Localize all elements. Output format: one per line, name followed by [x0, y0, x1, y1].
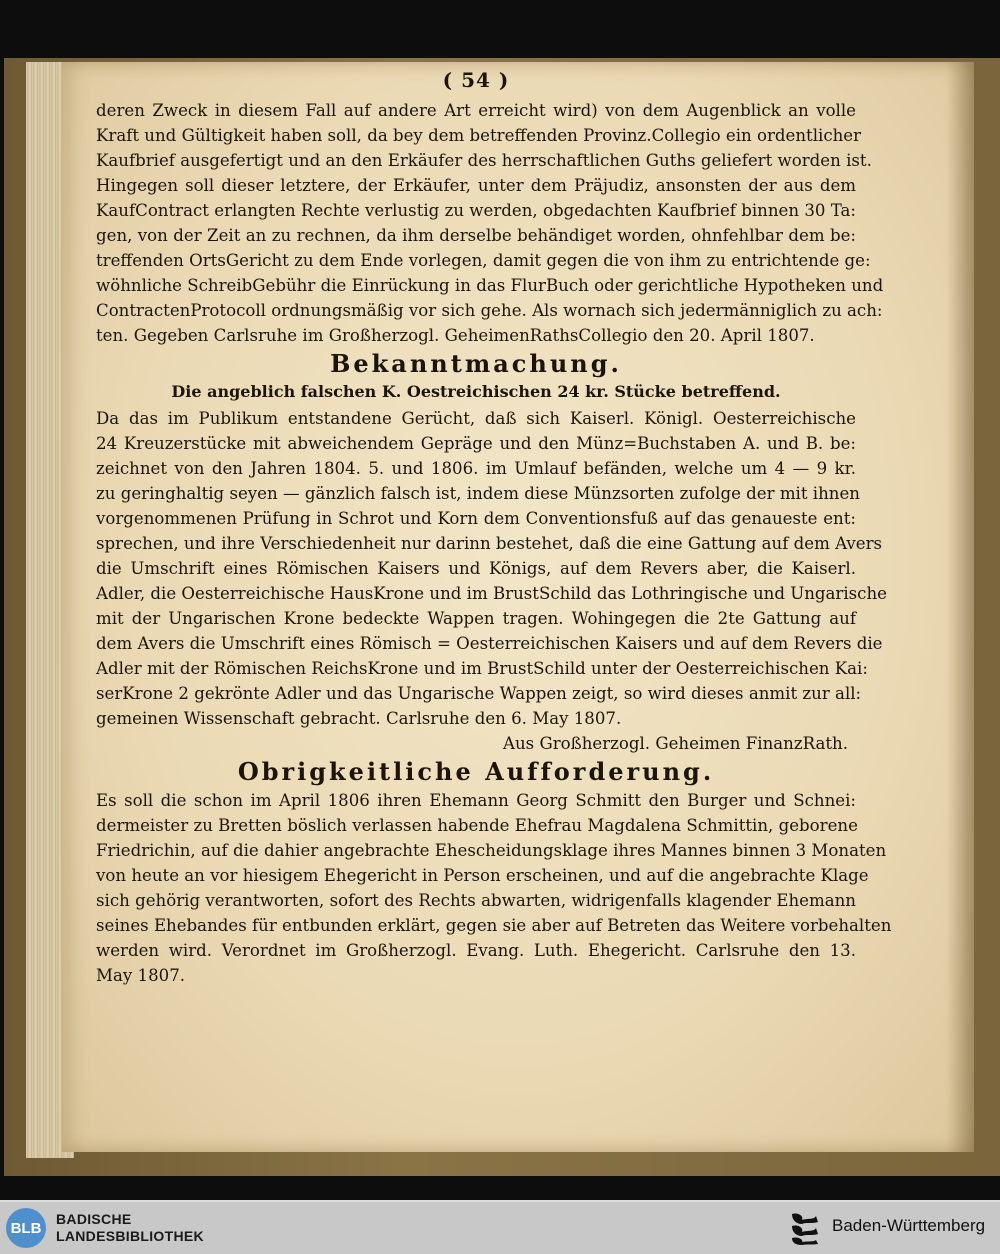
text-line: sprechen, und ihre Verschiedenheit nur darinn bestehet, daß die eine Gattung auf dem Avers	[96, 534, 883, 553]
text-line: gen, von der Zeit an zu rechnen, da ihm derselbe behändiget worden, ohnfehlbar dem be:	[96, 226, 856, 245]
text-line: Hingegen soll dieser letztere, der Erkäufer, unter dem Präjudiz, ansonsten der aus dem	[96, 176, 856, 195]
library-name[interactable]	[56, 1211, 204, 1245]
text-line: deren Zweck in diesem Fall auf andere Art erreicht wird) von dem Augenblick an volle	[96, 101, 856, 120]
text-line: ContractenProtocoll ordnungsmäßig vor sich gehe. Als wornach sich jedermänniglich zu ach:	[96, 301, 883, 320]
text-line: mit der Ungarischen Krone bedeckte Wappen tragen. Wohingegen die 2te Gattung auf	[96, 609, 856, 628]
text-line: wöhnliche SchreibGebühr die Einrückung in das FlurBuch oder gerichtliche Hypotheken und	[96, 276, 884, 295]
text-line: von heute an vor hiesigem Ehegericht in Person erscheinen, und auf die angebrachte Klage	[96, 866, 869, 885]
footer-bar	[0, 1200, 1000, 1254]
text-line: dem Avers die Umschrift eines Römisch = Oesterreichischen Kaisers und auf dem Revers die	[96, 634, 883, 653]
spine-shadow	[946, 62, 974, 1152]
text-line: ten. Gegeben Carlsruhe im Großherzogl. GeheimenRathsCollegio den 20. April 1807.	[96, 326, 815, 345]
text-line: zu geringhaltig seyen — gänzlich falsch ist, indem diese Münzsorten zufolge der mit ihnen	[96, 484, 860, 503]
subheading-coins: Die angeblich falschen K. Oestreichischen 24 kr. Stücke betreffend.	[171, 382, 781, 401]
library-name-line2: LANDESBIBLIOTHEK	[56, 1228, 204, 1244]
text-line: May 1807.	[96, 966, 186, 985]
text-line: treffenden OrtsGericht zu dem Ende vorlegen, damit gegen die von ihm zu entrichtende ge:	[96, 251, 871, 270]
heading-bekanntmachung: Bekanntmachung.	[330, 349, 622, 378]
baden-wuerttemberg-lions-icon	[788, 1210, 822, 1246]
text-line: serKrone 2 gekrönte Adler und das Ungarische Wappen zeigt, so wird dieses anmit zur all:	[96, 684, 862, 703]
text-line: seines Ehebandes für entbunden erklärt, gegen sie aber auf Betreten das Weitere vorbehalten	[96, 916, 892, 935]
text-line: vorgenommenen Prüfung in Schrot und Korn dem Conventionsfuß auf das genaueste ent:	[96, 509, 856, 528]
text-line: Da das im Publikum entstandene Gerücht, daß sich Kaiserl. Königl. Oesterreichische	[96, 409, 856, 428]
text-line: Es soll die schon im April 1806 ihren Ehemann Georg Schmitt den Burger und Schnei:	[96, 791, 856, 810]
text-line: gemeinen Wissenschaft gebracht. Carlsruhe den 6. May 1807.	[96, 709, 622, 728]
text-line: Adler mit der Römischen ReichsKrone und im BrustSchild unter der Oesterreichischen Kai:	[96, 659, 868, 678]
blb-logo[interactable]: BLB	[6, 1208, 46, 1248]
text-line: Kaufbrief ausgefertigt und an den Erkäufer des herrschaftlichen Guths geliefert worden ist.	[96, 151, 872, 170]
text-line: Adler, die Oesterreichische HausKrone und im BrustSchild das Lothringische und Ungarische	[96, 584, 887, 603]
text-line: Friedrichin, auf die dahier angebrachte Ehescheidungsklage ihres Mannes binnen 3 Monaten	[96, 841, 887, 860]
state-name[interactable]: Baden-Württemberg	[832, 1216, 986, 1235]
text-line: Kraft und Gültigkeit haben soll, da bey dem betreffenden Provinz.Collegio ein ordentlicher	[96, 126, 862, 145]
signature-finanzrath: Aus Großherzogl. Geheimen FinanzRath.	[502, 734, 848, 753]
text-line: sich gehörig verantworten, sofort des Rechts abwarten, widrigenfalls klagender Ehemann	[96, 891, 856, 910]
text-line: 24 Kreuzerstücke mit abweichendem Gepräge und den Münz=Buchstaben A. und B. be:	[96, 434, 856, 453]
page-number: ( 54 )	[442, 68, 510, 92]
paragraph-summons	[96, 788, 892, 988]
heading-aufforderung: Obrigkeitliche Aufforderung.	[237, 757, 715, 786]
text-line: werden wird. Verordnet im Großherzogl. Evang. Luth. Ehegericht. Carlsruhe den 13.	[96, 941, 856, 960]
page-text	[96, 68, 892, 988]
paragraph-land-purchase	[96, 98, 884, 348]
text-line: zeichnet von den Jahren 1804. 5. und 1806. im Umlauf befänden, welche um 4 — 9 kr.	[96, 459, 856, 478]
text-line: dermeister zu Bretten böslich verlassen habende Ehefrau Magdalena Schmittin, geborene	[96, 816, 858, 835]
text-line: die Umschrift eines Römischen Kaisers und Königs, auf dem Revers aber, die Kaiserl.	[96, 559, 856, 578]
library-name-line1: BADISCHE	[56, 1211, 132, 1227]
paragraph-coins	[96, 406, 887, 731]
text-line: KaufContract erlangten Rechte verlustig zu werden, obgedachten Kaufbrief binnen 30 Ta:	[96, 201, 856, 220]
